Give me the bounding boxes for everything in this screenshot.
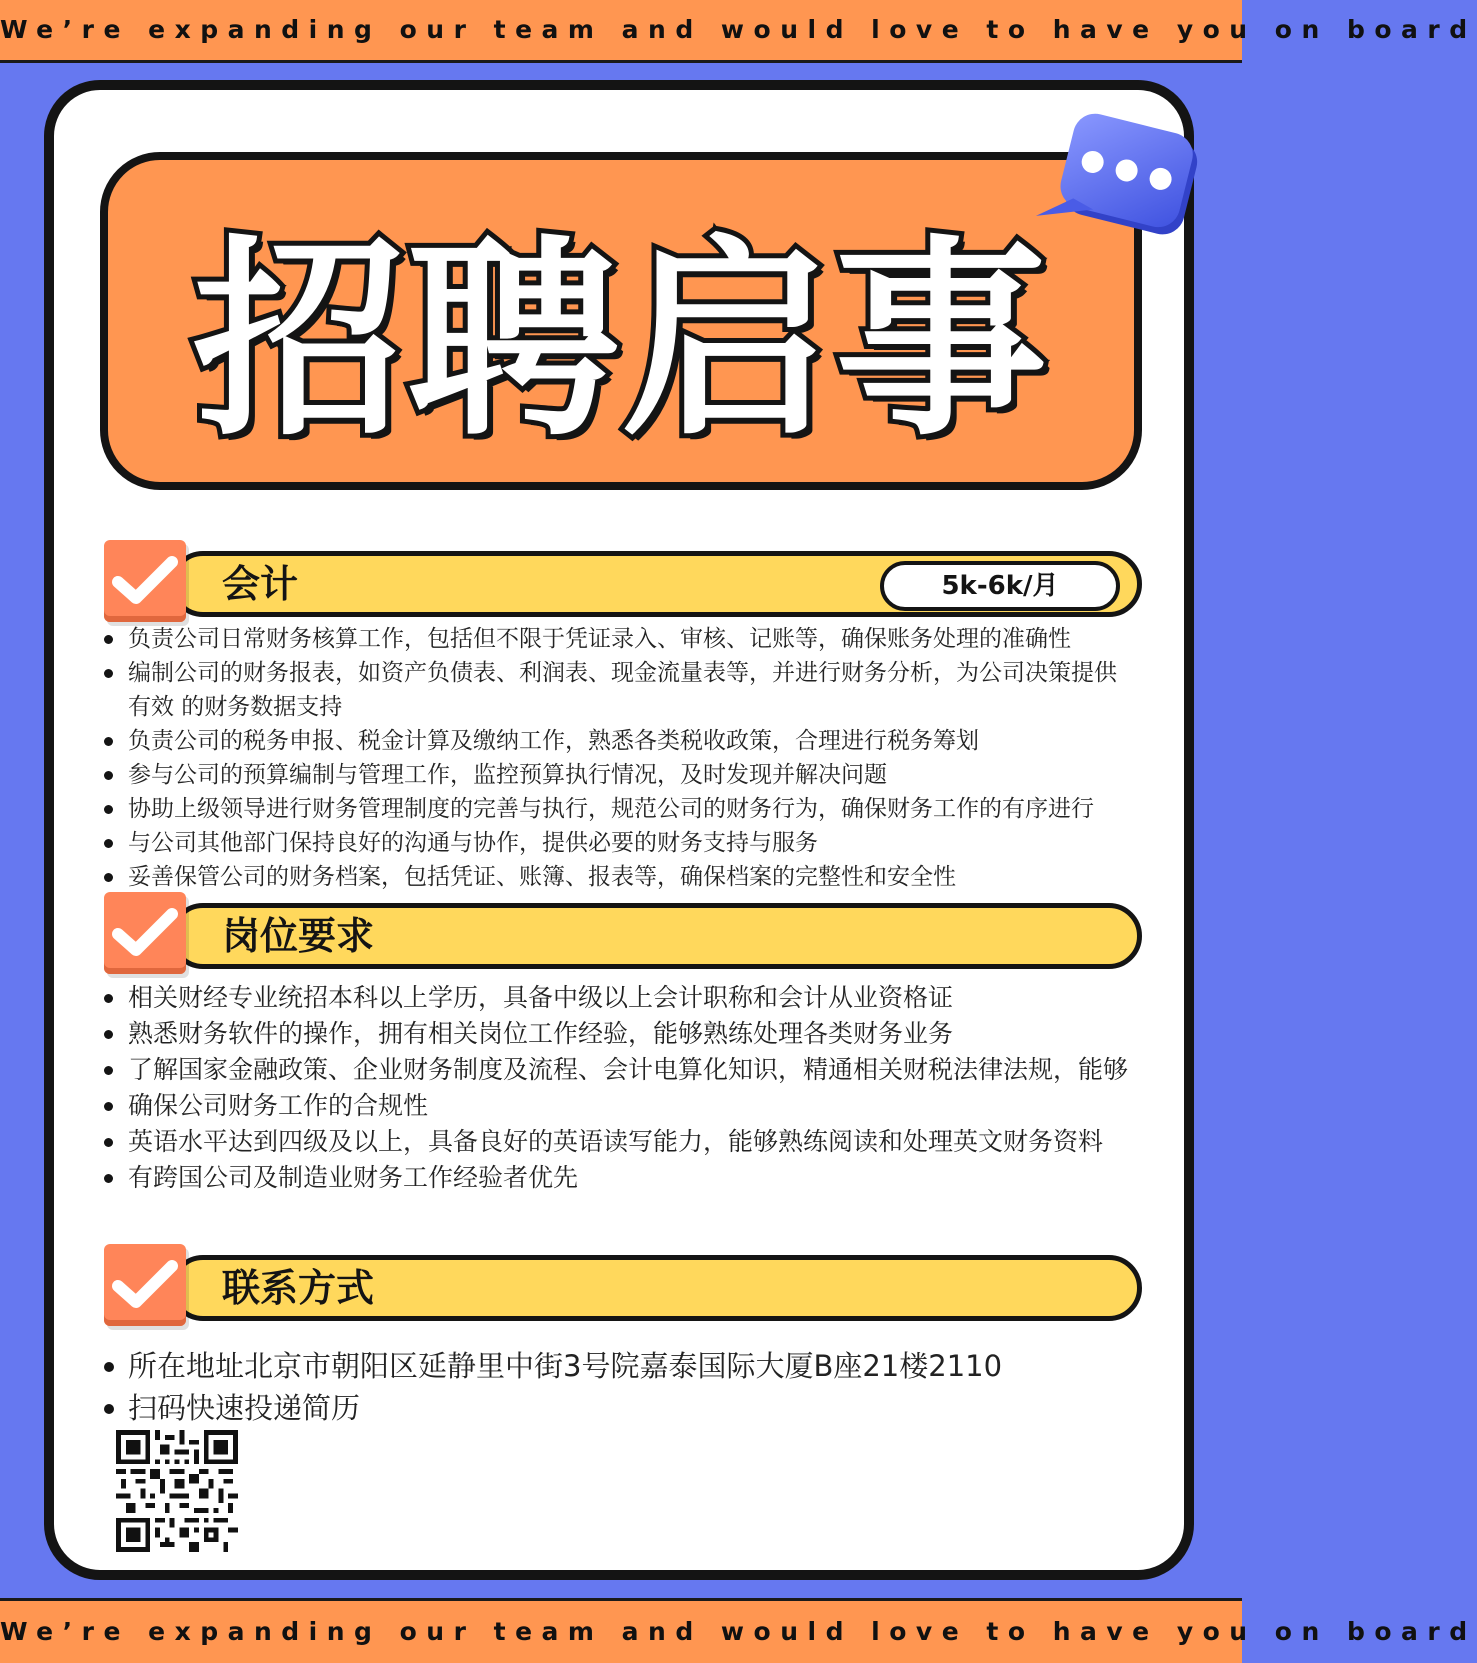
list-item: 有跨国公司及制造业财务工作经验者优先 <box>100 1160 1128 1196</box>
salary-badge: 5k-6k/月 <box>880 561 1120 611</box>
address-item: 所在地址北京市朝阳区延静里中街3号院嘉泰国际大厦B座21楼2110 <box>100 1345 1002 1387</box>
list-item: 与公司其他部门保持良好的沟通与协作，提供必要的财务支持与服务 <box>100 826 1138 860</box>
requirements-title: 岗位要求 <box>222 914 375 958</box>
list-item: 参与公司的预算编制与管理工作，监控预算执行情况，及时发现并解决问题 <box>100 758 1138 792</box>
list-item: 了解国家金融政策、企业财务制度及流程、会计电算化知识，精通相关财税法律法规，能够 <box>100 1052 1128 1088</box>
list-item: 负责公司日常财务核算工作，包括但不限于凭证录入、审核、记账等，确保账务处理的准确性 <box>100 622 1138 656</box>
requirements-list <box>100 980 1128 1196</box>
list-item: 协助上级领导进行财务管理制度的完善与执行，规范公司的财务行为，确保财务工作的有序进行 <box>100 792 1138 826</box>
contact-list <box>100 1345 1002 1429</box>
checkmark-icon <box>104 1244 186 1326</box>
checkmark-icon <box>104 540 186 622</box>
qr-code[interactable] <box>116 1430 238 1552</box>
contact-title: 联系方式 <box>222 1266 375 1310</box>
job-title: 会计 <box>222 562 299 606</box>
list-item: 妥善保管公司的财务档案，包括凭证、账簿、报表等，确保档案的完整性和安全性 <box>100 860 1138 894</box>
list-item: 编制公司的财务报表，如资产负债表、利润表、现金流量表等，并进行财务分析，为公司决策提供有效 的财务数据支持 <box>100 656 1138 724</box>
job-duties-list <box>100 622 1138 894</box>
page-title: 招聘启事 <box>193 216 1049 464</box>
list-item: 相关财经专业统招本科以上学历，具备中级以上会计职称和会计从业资格证 <box>100 980 1128 1016</box>
top-banner: We’re expanding our team and would love to have you on board <box>0 0 1242 63</box>
chat-bubble-dots-icon <box>1038 110 1208 260</box>
qr-instruction-item: 扫码快速投递简历 <box>100 1387 1002 1429</box>
list-item: 负责公司的税务申报、税金计算及缴纳工作，熟悉各类税收政策，合理进行税务筹划 <box>100 724 1138 758</box>
list-item: 英语水平达到四级及以上，具备良好的英语读写能力，能够熟练阅读和处理英文财务资料 <box>100 1124 1128 1160</box>
list-item: 确保公司财务工作的合规性 <box>100 1088 1128 1124</box>
checkmark-icon <box>104 892 186 974</box>
list-item: 熟悉财务软件的操作，拥有相关岗位工作经验，能够熟练处理各类财务业务 <box>100 1016 1128 1052</box>
bottom-banner: We’re expanding our team and would love to have you on board <box>0 1598 1242 1663</box>
